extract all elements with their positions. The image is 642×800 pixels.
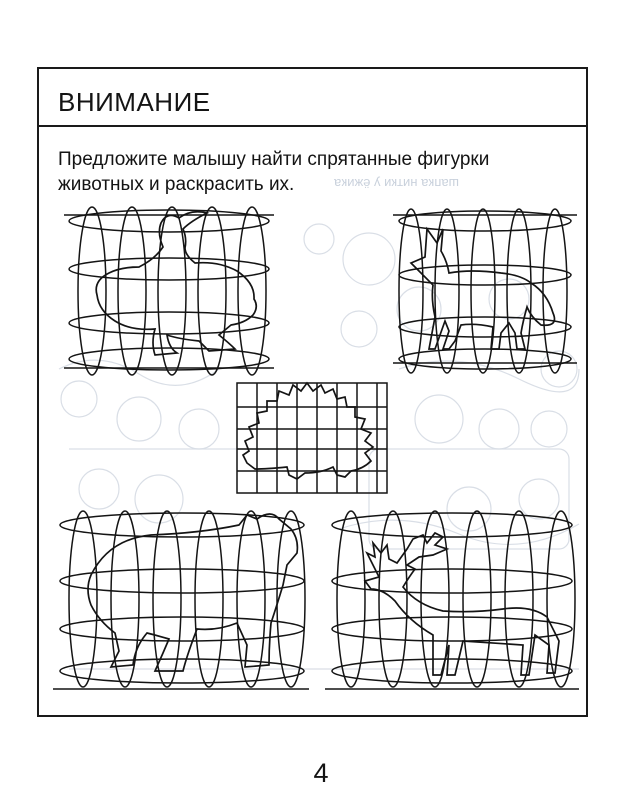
hedgehog-icon [243,383,373,479]
worksheet-frame [37,67,588,717]
page-number: 4 [313,758,329,788]
deer-grid [325,511,579,689]
bear-puzzle[interactable] [51,505,313,693]
hare-puzzle[interactable] [59,203,279,378]
hedgehog-puzzle[interactable] [233,377,393,499]
instruction-line-1: Предложите малышу найти спрятанные фигурки [58,149,490,170]
deer-puzzle[interactable] [323,505,581,693]
instruction-text [58,147,578,197]
header-band [39,69,586,127]
fox-grid [393,209,577,373]
show-through-text: шапка нитки у ёжика [334,176,459,191]
instruction-line-2: животных и раскрасить их. [58,174,295,195]
hedgehog-grid [237,383,387,493]
page-title: ВНИМАНИЕ [58,87,211,117]
fox-icon [411,229,555,349]
fox-puzzle[interactable] [391,203,579,378]
bear-grid [53,511,309,689]
